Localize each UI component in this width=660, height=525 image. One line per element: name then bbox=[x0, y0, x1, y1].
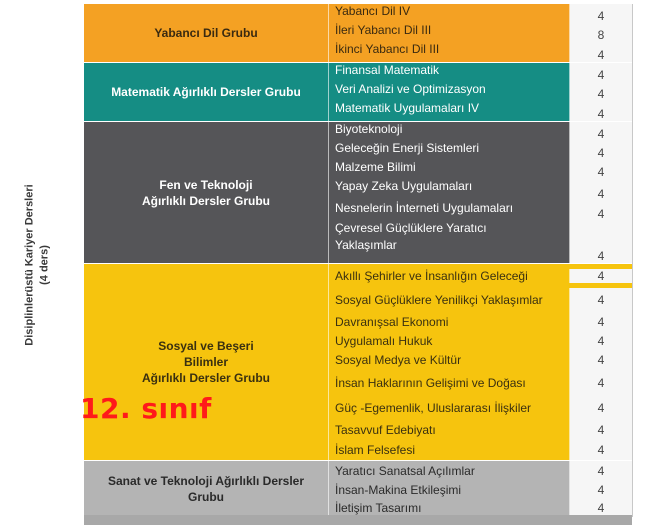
subject-hours: 4 bbox=[570, 63, 632, 82]
subject-name: Güç -Egemenlik, Uluslararası İlişkiler bbox=[329, 396, 570, 420]
group-name-line: Sosyal ve Beşeri bbox=[158, 339, 254, 353]
group-science-technology bbox=[84, 122, 632, 264]
group-name-line: Ağırlıklı Dersler Grubu bbox=[141, 371, 271, 385]
subject-hours: 4 bbox=[570, 221, 632, 263]
subject-hours: 4 bbox=[570, 480, 632, 499]
group-name: Matematik Ağırlıklı Dersler Grubu bbox=[84, 63, 329, 121]
subject-name: Matematik Uygulamaları IV bbox=[329, 101, 570, 121]
table-row bbox=[329, 439, 632, 460]
subject-hours: 4 bbox=[570, 396, 632, 420]
table-row bbox=[329, 141, 632, 160]
subject-hours: 4 bbox=[570, 350, 632, 370]
subject-name: Yabancı Dil IV bbox=[329, 4, 570, 23]
subject-name: Uygulamalı Hukuk bbox=[329, 331, 570, 350]
table-row bbox=[329, 221, 632, 263]
subject-hours: 4 bbox=[570, 439, 632, 460]
table-row bbox=[329, 201, 632, 221]
subject-name: Yapay Zeka Uygulamaları bbox=[329, 179, 570, 201]
subject-hours: 8 bbox=[570, 23, 632, 42]
subject-hours: 4 bbox=[570, 4, 632, 23]
side-label bbox=[12, 150, 64, 380]
subject-name: İnsan Haklarının Gelişimi ve Doğası bbox=[329, 370, 570, 396]
table-row bbox=[329, 331, 632, 350]
subject-hours: 4 bbox=[570, 461, 632, 480]
subject-name: Veri Analizi ve Optimizasyon bbox=[329, 82, 570, 101]
subject-name: Tasavvuf Edebiyatı bbox=[329, 420, 570, 439]
table-row bbox=[329, 480, 632, 499]
side-label-count: (4 ders) bbox=[39, 245, 51, 285]
subject-name: Yaratıcı Sanatsal Açılımlar bbox=[329, 461, 570, 480]
subject-name: Nesnelerin İnterneti Uygulamaları bbox=[329, 201, 570, 221]
subject-name: Geleceğin Enerji Sistemleri bbox=[329, 141, 570, 160]
course-table bbox=[84, 4, 633, 517]
subject-name bbox=[329, 221, 570, 263]
group-name-line: Ağırlıklı Dersler Grubu bbox=[141, 193, 271, 208]
subject-hours: 4 bbox=[570, 312, 632, 331]
subject-name: Finansal Matematik bbox=[329, 63, 570, 82]
subject-name: Akıllı Şehirler ve İnsanlığın Geleceği bbox=[329, 269, 570, 283]
subject-hours: 4 bbox=[570, 179, 632, 201]
table-row bbox=[329, 122, 632, 141]
group-social-humanities bbox=[84, 264, 632, 461]
subject-name: İkinci Yabancı Dil III bbox=[329, 42, 570, 62]
subject-name: Davranışsal Ekonomi bbox=[329, 312, 570, 331]
group-art-technology bbox=[84, 461, 632, 517]
subject-hours: 4 bbox=[570, 269, 632, 283]
subject-name: Biyoteknoloji bbox=[329, 122, 570, 141]
subject-hours: 4 bbox=[570, 420, 632, 439]
table-row bbox=[329, 42, 632, 62]
group-name-line: Sanat ve Teknoloji Ağırlıklı Dersler bbox=[107, 474, 305, 488]
group-name bbox=[84, 122, 329, 263]
subject-name: Sosyal Medya ve Kültür bbox=[329, 350, 570, 370]
table-bottom-edge bbox=[84, 515, 632, 525]
subject-hours: 4 bbox=[570, 331, 632, 350]
table-row bbox=[329, 396, 632, 420]
subject-name-line: Çevresel Güçlüklere Yaratıcı bbox=[335, 221, 487, 235]
subject-hours: 4 bbox=[570, 141, 632, 160]
group-name-line: Bilimler bbox=[183, 355, 228, 369]
subject-hours: 4 bbox=[570, 101, 632, 121]
group-name: Yabancı Dil Grubu bbox=[84, 4, 329, 62]
table-row bbox=[329, 312, 632, 331]
grade-label: 12. sınıf bbox=[80, 392, 212, 425]
table-row bbox=[329, 420, 632, 439]
subject-name: Malzeme Bilimi bbox=[329, 160, 570, 179]
table-row bbox=[329, 350, 632, 370]
table-row bbox=[329, 264, 632, 288]
table-row bbox=[329, 63, 632, 82]
table-row bbox=[329, 160, 632, 179]
subject-name: İnsan-Makina Etkileşimi bbox=[329, 480, 570, 499]
subject-name: İleri Yabancı Dil III bbox=[329, 23, 570, 42]
subject-name-line: Yaklaşımlar bbox=[335, 238, 397, 252]
subject-hours: 4 bbox=[570, 122, 632, 141]
subject-hours: 4 bbox=[570, 42, 632, 62]
table-row bbox=[329, 4, 632, 23]
subject-name: İletişim Tasarımı bbox=[329, 499, 570, 517]
table-row bbox=[329, 461, 632, 480]
subject-name: İslam Felsefesi bbox=[329, 439, 570, 460]
side-label-title: Disiplinlerüstü Kariyer Dersleri bbox=[24, 184, 36, 346]
group-name bbox=[84, 264, 329, 460]
subject-hours: 4 bbox=[570, 288, 632, 312]
table-row bbox=[329, 82, 632, 101]
table-row bbox=[329, 101, 632, 121]
subject-hours: 4 bbox=[570, 160, 632, 179]
subject-hours: 4 bbox=[570, 201, 632, 221]
subject-hours: 4 bbox=[570, 370, 632, 396]
subject-name: Sosyal Güçlüklere Yenilikçi Yaklaşımlar bbox=[329, 288, 570, 312]
group-foreign-language bbox=[84, 4, 632, 63]
table-row bbox=[329, 370, 632, 396]
group-name bbox=[84, 461, 329, 517]
group-name-line: Grubu bbox=[187, 490, 224, 504]
subject-hours: 4 bbox=[570, 499, 632, 517]
group-name-line: Fen ve Teknoloji bbox=[159, 177, 253, 192]
table-row bbox=[329, 288, 632, 312]
table-row bbox=[329, 179, 632, 201]
table-row bbox=[329, 23, 632, 42]
group-mathematics bbox=[84, 63, 632, 122]
subject-hours: 4 bbox=[570, 82, 632, 101]
